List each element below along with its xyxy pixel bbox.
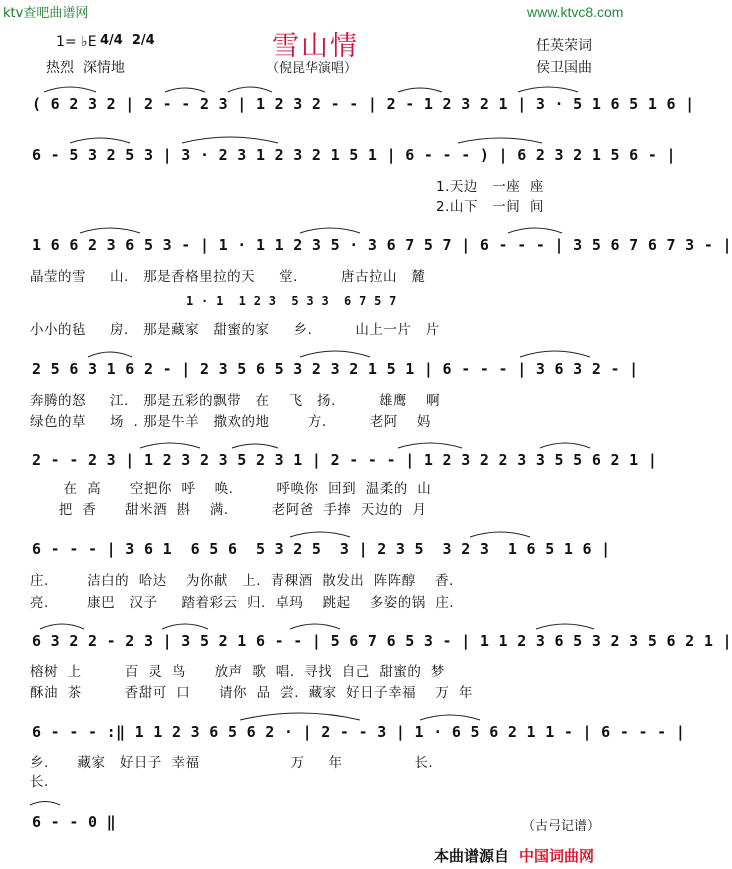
- slur-arc: [470, 532, 530, 537]
- composer-credit: 侯卫国曲: [536, 60, 592, 76]
- watermark-right: www.ktvc8.com: [527, 4, 624, 20]
- score-line-1: ( 6 2 3 2 | 2 - - 2 3 | 1 2 3 2 - - | 2 - 1 2 3 2 1 | 3 · 5 1 6 5 1 6 |: [32, 95, 695, 113]
- score-line-4: 2 5 6 3 1 6 2 - | 2 3 5 6 5 3 2 3 2 1 5 1 | 6 - - - | 3 6 3 2 - |: [32, 360, 639, 378]
- lyric-line-4-verse-1: 奔腾的怒 江. 那是五彩的飘带 在 飞 扬. 雄鹰 啊: [30, 393, 441, 409]
- slur-arc: [182, 137, 278, 143]
- slur-arc: [88, 352, 132, 357]
- slur-arc: [140, 443, 200, 448]
- lyric-line-8-verse-2: 长.: [30, 774, 49, 790]
- score-line-3-alternate: 1 · 1 1 2 3 5 3 3 6 7 5 7: [186, 294, 397, 308]
- slur-arc: [520, 351, 590, 357]
- slur-arc: [518, 87, 578, 92]
- slur-arc: [70, 138, 130, 143]
- lyric-line-2-verse-1: 1.天边 一座 座: [436, 179, 544, 195]
- slur-arc: [458, 138, 542, 143]
- lyric-line-8-verse-1: 乡. 藏家 好日子 幸福 万 年 长.: [30, 755, 434, 771]
- score-line-6: 6 - - - | 3 6 1 6 5 6 5 3 2 5 3 | 2 3 5 3 2 3 1 6 5 1 6 |: [32, 540, 611, 558]
- slur-arc: [232, 444, 278, 448]
- slur-arc: [44, 87, 96, 92]
- score-line-3: 1 6 6 2 3 6 5 3 - | 1 · 1 1 2 3 5 · 3 6 7 5 7 | 6 - - - | 3 5 6 7 6 7 3 - |: [32, 236, 732, 254]
- singer-credit: （倪昆华演唱）: [266, 61, 358, 76]
- score-line-9: 6 - - 0 ‖: [32, 813, 116, 831]
- score-line-8: 6 - - - :‖ 1 1 2 3 6 5 6 2 · | 2 - - 3 | 1 · 6 5 6 2 1 1 - | 6 - - - |: [32, 723, 686, 741]
- time-signature: 4/4 2/4: [100, 33, 155, 48]
- tempo-marking: 热烈 深情地: [46, 60, 125, 76]
- lyricist-credit: 任英荣词: [536, 38, 592, 54]
- lyric-line-6-verse-1: 庄. 洁白的 哈达 为你献 上. 青稞酒 散发出 阵阵醇 香.: [30, 573, 454, 589]
- score-line-5: 2 - - 2 3 | 1 2 3 2 3 5 2 3 1 | 2 - - - | 1 2 3 2 2 3 3 5 5 6 2 1 |: [32, 451, 658, 469]
- key-signature: 1= ♭E: [56, 34, 97, 50]
- lyric-line-4-verse-2: 绿色的草 场 . 那是牛羊 撒欢的地 方. 老阿 妈: [30, 414, 431, 430]
- slur-arc: [228, 87, 272, 92]
- slur-arc: [290, 532, 350, 537]
- slur-arc: [240, 713, 360, 720]
- watermark-left: ktv查吧曲谱网: [3, 6, 89, 21]
- slur-arc: [398, 88, 442, 92]
- lyric-line-3-verse-1: 晶莹的雪 山. 那是香格里拉的天 堂. 唐古拉山 麓: [30, 269, 426, 285]
- slur-arc: [540, 443, 590, 448]
- footer-source-label: 本曲谱源自: [434, 847, 510, 865]
- lyric-line-7-verse-2: 酥油 茶 香甜可 口 请你 品 尝. 藏家 好日子幸福 万 年: [30, 685, 473, 701]
- slur-arc: [536, 624, 594, 629]
- transcriber-credit: （古弓记谱）: [522, 819, 601, 834]
- song-title: 雪山情: [272, 31, 359, 62]
- slur-arc: [398, 443, 462, 448]
- lyric-line-3-verse-2: 小小的毡 房. 那是藏家 甜蜜的家 乡. 山上一片 片: [30, 322, 440, 338]
- lyric-line-2-verse-2: 2.山下 一间 间: [436, 199, 544, 215]
- score-line-2: 6 - 5 3 2 5 3 | 3 · 2 3 1 2 3 2 1 5 1 | 6 - - - ) | 6 2 3 2 1 5 6 - |: [32, 146, 676, 164]
- score-line-7: 6 3 2 2 - 2 3 | 3 5 2 1 6 - - | 5 6 7 6 5 3 - | 1 1 2 3 6 5 3 2 3 5 6 2 1 |: [32, 632, 732, 650]
- lyric-line-7-verse-1: 榕树 上 百 灵 鸟 放声 歌 唱. 寻找 自己 甜蜜的 梦: [30, 664, 445, 680]
- slur-arc: [162, 624, 208, 629]
- slur-arc: [420, 715, 480, 720]
- lyric-line-6-verse-2: 亮. 康巴 汉子 踏着彩云 归. 卓玛 跳起 多姿的锅 庄.: [30, 595, 455, 611]
- slur-arc: [300, 228, 360, 233]
- footer-site-name: 中国词曲网: [519, 847, 595, 865]
- slur-arc: [30, 802, 60, 806]
- slur-arc: [508, 228, 562, 233]
- slur-arc: [40, 624, 84, 629]
- lyric-line-5-verse-2: 把 香 甜米酒 斟 满. 老阿爸 手捧 天边的 月: [30, 502, 427, 518]
- lyric-line-5-verse-1: 在 高 空把你 呼 唤. 呼唤你 回到 温柔的 山: [30, 481, 432, 497]
- slur-arc: [300, 351, 370, 357]
- slur-arc: [165, 88, 205, 92]
- slur-arc: [80, 228, 140, 233]
- slur-arc: [290, 624, 340, 629]
